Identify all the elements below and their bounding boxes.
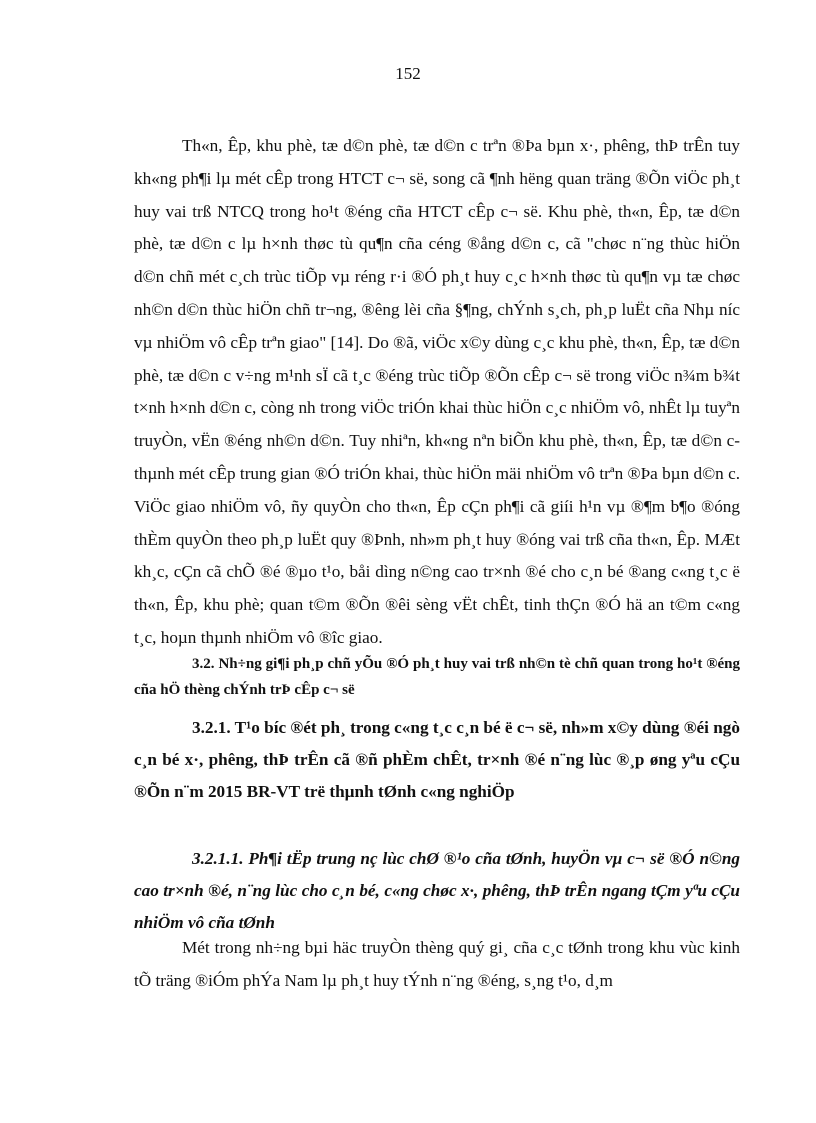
subsection-heading: 3.2.1. T¹o bíc ®ét ph¸ trong c«ng t¸c c¸n bé ë c¬ së, nh»m x©y dùng ®éi ngò c¸n bé x·, phêng, thÞ trÊn cã ®ñ phÈm chÊt, tr×nh ®é n¨ng lùc ®¸p øng yªu cÇu ®Õn n¨m 2015 BR-VT trë thµnh tØnh c«ng nghiÖp <box>134 718 740 801</box>
section-heading: 3.2. Nh÷ng gi¶i ph¸p chñ yÕu ®Ó ph¸t huy vai trß nh©n tè chñ quan trong ho¹t ®éng cña hÖ thèng chÝnh trÞ cÊp c¬ së <box>134 656 740 698</box>
page-number: 152 <box>395 64 421 83</box>
subsubsection-heading: 3.2.1.1. Ph¶i tËp trung nç lùc chØ ®¹o cña tØnh, huyÖn vµ c¬ së ®Ó n©ng cao tr×nh ®é, n¨ng lùc cho c¸n bé, c«ng chøc x·, phêng, thÞ trÊn ngang tÇm yªu cÇu nhiÖm vô cña tØnh <box>134 849 740 932</box>
body-paragraph: Th«n, Êp, khu phè, tæ d©n phè, tæ d©n c trªn ®Þa bµn x·, phêng, thÞ trÊn tuy kh«ng ph¶i lµ mét cÊp trong HTCT c¬ së, song cã ¶nh hëng quan träng ®Õn viÖc ph¸t huy vai trß NTCQ trong ho¹t ®éng cña HTCT cÊp c¬ së. Khu phè, th«n, Êp, tæ d©n phè, tæ d©n c lµ h×nh thøc tù qu¶n cña céng ®ång d©n c, cã "chøc n¨ng thùc hiÖn d©n chñ mét c¸ch trùc tiÕp vµ réng r·i ®Ó ph¸t huy c¸c h×nh thøc tù qu¶n vµ tæ chøc nh©n d©n thùc hiÖn chñ tr¬ng, ®êng lèi cña §¶ng, chÝnh s¸ch, ph¸p luËt cña Nhµ níc vµ nhiÖm vô cÊp trªn giao" [14]. Do ®ã, viÖc x©y dùng c¸c khu phè, th«n, Êp, tæ d©n phè, tæ d©n c v÷ng m¹nh sÏ cã t¸c ®éng trùc tiÕp ®Õn cÊp c¬ së trong viÖc n¾m b¾t t×nh h×nh d©n c, còng nh trong viÖc triÓn khai thùc hiÖn c¸c nhiÖm vô, nhÊt lµ tuyªn truyÒn, vËn ®éng nh©n d©n. Tuy nhiªn, kh«ng nªn biÕn khu phè, th«n, Êp, tæ d©n c thµnh mét cÊp trung gian ®Ó triÓn khai, thùc hiÖn mäi nhiÖm vô trªn ®Þa bµn d©n c. ViÖc giao nhiÖm vô, ñy quyÒn cho th«n, Êp cÇn ph¶i cã giíi h¹n vµ ®¶m b¶o ®óng thÈm quyÒn theo ph¸p luËt quy ®Þnh, nh»m ph¸t huy ®óng vai trß cña th«n, Êp. MÆt kh¸c, cÇn cã chÕ ®é ®µo t¹o, båi dìng n©ng cao tr×nh ®é cho c¸n bé ®ang c«ng t¸c ë th«n, Êp, khu phè; quan t©m ®Õn ®êi sèng vËt chÊt, tinh thÇn ®Ó hä an t©m c«ng t¸c, hoµn thµnh nhiÖm vô ®îc giao. <box>134 136 740 647</box>
body-paragraph-continued: Mét trong nh÷ng bµi häc truyÒn thèng quý gi¸ cña c¸c tØnh trong khu vùc kinh tÕ träng ®iÓm phÝa Nam lµ ph¸t huy tÝnh n¨ng ®éng, s¸ng t¹o, d¸m <box>134 938 740 990</box>
